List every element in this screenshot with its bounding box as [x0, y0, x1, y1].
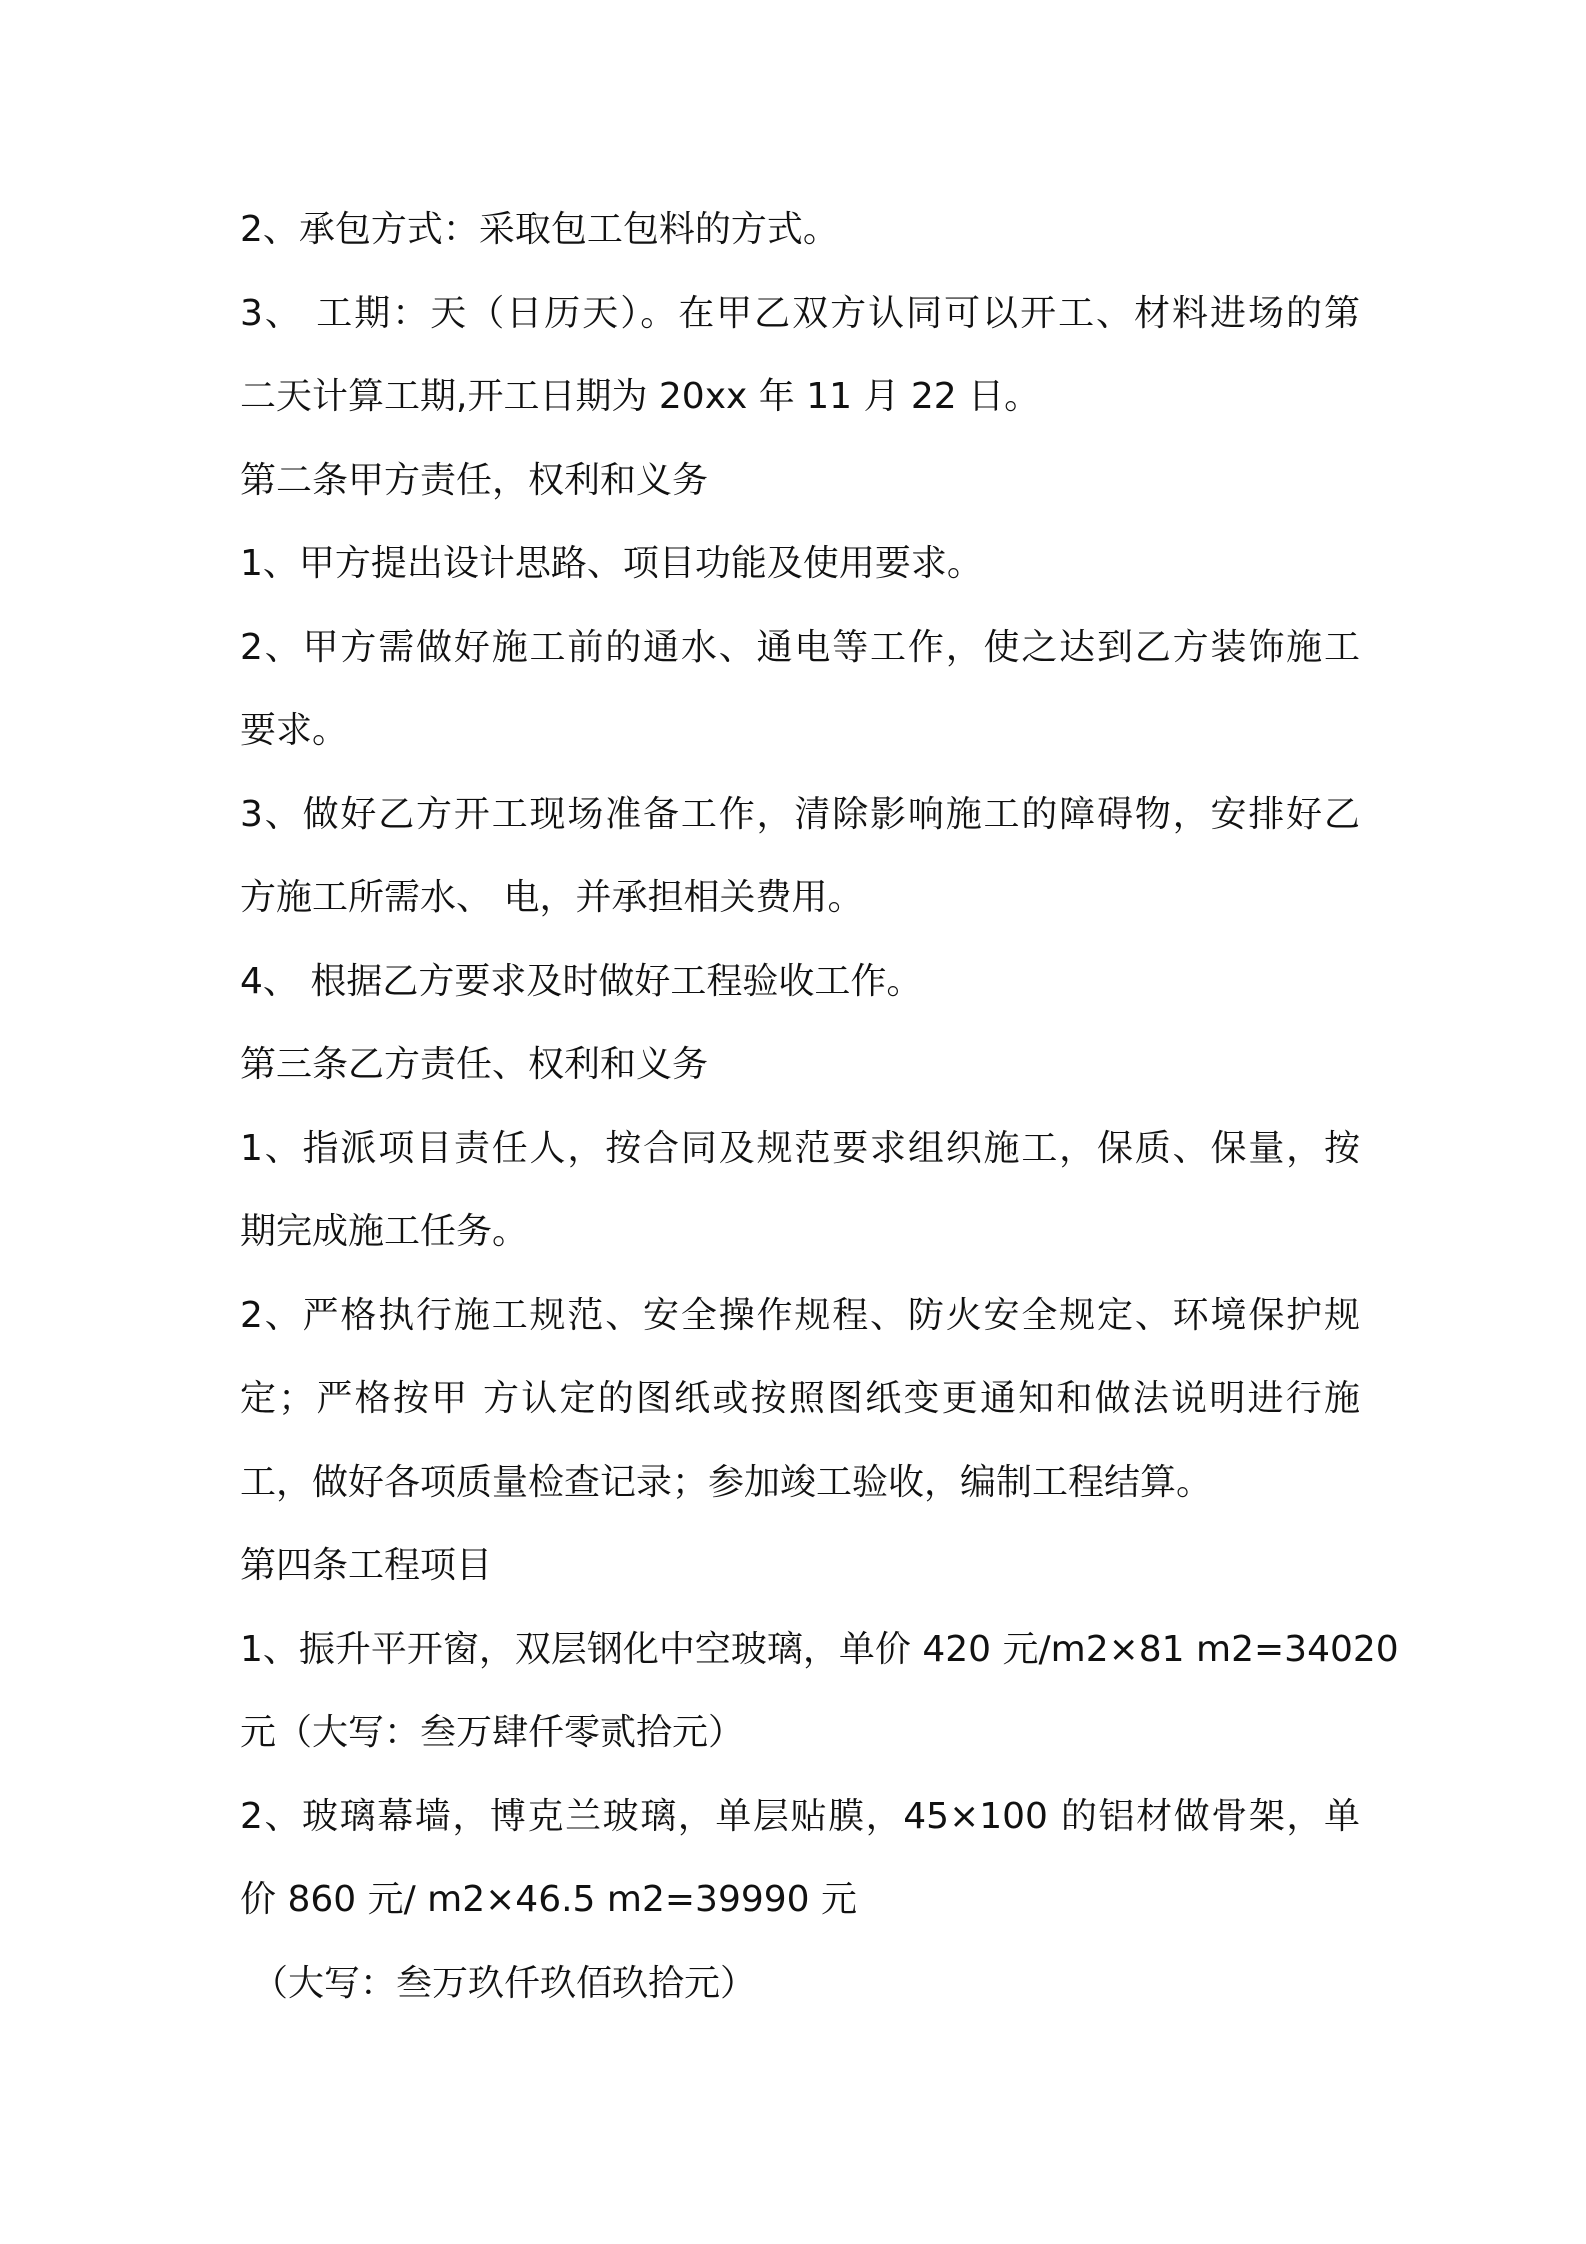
text-line-contract-method: 2、承包方式：采取包工包料的方式。	[240, 209, 839, 250]
text-line-a-3-part2: 方施工所需水、 电，并承担相关费用。	[240, 877, 864, 918]
section-heading-project: 第四条工程项目	[240, 1545, 493, 1586]
text-line-b-1-part1: 1、指派项目责任人，按合同及规范要求组织施工，保质、保量，按	[240, 1127, 1360, 1169]
text-line-period-1: 3、 工期：天（日历天）。在甲乙双方认同可以开工、材料进场的第	[240, 292, 1360, 334]
section-heading-party-b: 第三条乙方责任、权利和义务	[240, 1044, 709, 1085]
text-line-b-2-part3: 工，做好各项质量检查记录；参加竣工验收，编制工程结算。	[240, 1461, 1213, 1503]
text-line-a-2-part2: 要求。	[240, 710, 349, 751]
text-line-a-1: 1、甲方提出设计思路、项目功能及使用要求。	[240, 543, 983, 584]
text-line-b-2-part1: 2、严格执行施工规范、安全操作规程、防火安全规定、环境保护规	[240, 1294, 1360, 1336]
text-line-a-3-part1: 3、做好乙方开工现场准备工作，清除影响施工的障碍物，安排好乙	[240, 793, 1360, 835]
text-line-period-2: 二天计算工期,开工日期为 20xx 年 11 月 22 日。	[240, 376, 1041, 417]
section-heading-party-a: 第二条甲方责任，权利和义务	[240, 459, 709, 501]
text-line-item-2-part2: 价 860 元/ m2×46.5 m2=39990 元	[240, 1879, 858, 1920]
text-line-item-2-part1: 2、玻璃幕墙，博克兰玻璃，单层贴膜，45×100 的铝材做骨架，单	[240, 1795, 1360, 1837]
text-line-item-1-part2: 元（大写：叁万肆仟零贰拾元）	[240, 1712, 745, 1753]
text-line-b-1-part2: 期完成施工任务。	[240, 1211, 529, 1252]
text-line-a-2-part1: 2、甲方需做好施工前的通水、通电等工作，使之达到乙方装饰施工	[240, 626, 1360, 668]
text-line-a-4: 4、 根据乙方要求及时做好工程验收工作。	[240, 960, 923, 1002]
text-line-b-2-part2: 定；严格按甲 方认定的图纸或按照图纸变更通知和做法说明进行施	[240, 1378, 1360, 1419]
text-line-item-2-part3: （大写：叁万玖仟玖佰玖拾元）	[252, 1962, 757, 2004]
document-body	[240, 200, 1399, 2037]
text-line-item-1-part1: 1、振升平开窗，双层钢化中空玻璃，单价 420 元/m2×81 m2=34020	[240, 1628, 1399, 1670]
